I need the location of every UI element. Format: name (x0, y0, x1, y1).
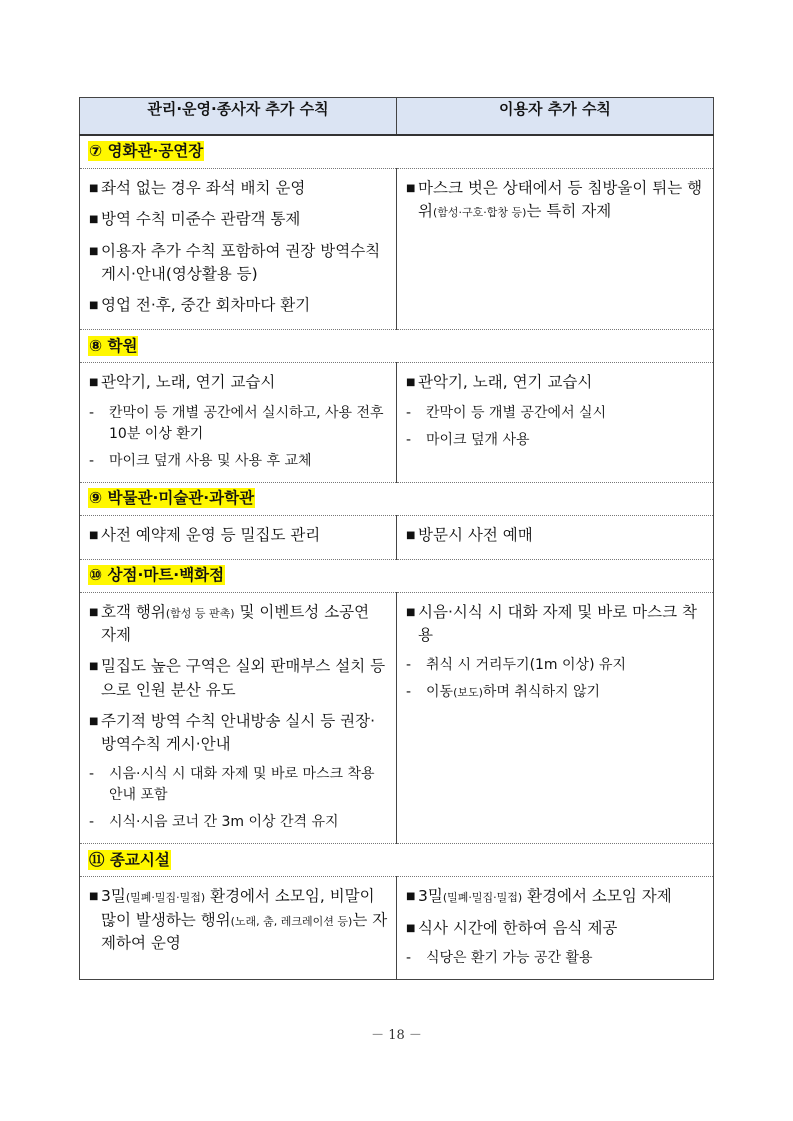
item-text: 관악기, 노래, 연기 교습시 (101, 373, 276, 392)
left-rules-cell (80, 169, 397, 330)
rules-table-body (80, 135, 714, 979)
dash-marker: - (89, 814, 95, 831)
dash-marker: - (406, 949, 412, 966)
square-bullet-icon: ■ (89, 377, 99, 389)
section-header (80, 559, 714, 592)
dash-marker: - (89, 452, 95, 469)
bullet-item (89, 371, 388, 394)
item-text: 식사 시간에 한하여 음식 제공 (418, 918, 618, 937)
page-number: － 18 － (371, 1028, 422, 1043)
right-rules-cell (397, 169, 714, 330)
item-text: 관악기, 노래, 연기 교습시 (418, 373, 593, 392)
dash-item (89, 764, 388, 806)
left-rules-cell (80, 592, 397, 844)
square-bullet-icon: ■ (89, 529, 99, 541)
bullet-item (406, 524, 705, 547)
right-rules-cell (397, 592, 714, 844)
bullet-item (89, 524, 388, 547)
bullet-item (89, 208, 388, 231)
bullet-item (89, 655, 388, 702)
square-bullet-icon: ■ (89, 214, 99, 226)
square-bullet-icon: ■ (406, 922, 416, 934)
bullet-item (406, 601, 705, 648)
item-note: (밀폐·밀집·밀접) (442, 891, 523, 905)
section-title: ⑧ 학원 (89, 336, 138, 355)
bullet-item (89, 601, 388, 648)
square-bullet-icon: ■ (89, 715, 99, 727)
square-bullet-icon: ■ (406, 529, 416, 541)
section-header (80, 844, 714, 877)
item-text: 호객 행위 (101, 602, 166, 621)
item-text: 이동 (426, 684, 454, 701)
item-text: 영업 전·후, 중간 회차마다 환기 (101, 296, 311, 314)
dash-item (406, 403, 705, 424)
square-bullet-icon: ■ (406, 377, 416, 389)
item-text: 하며 취식하지 않기 (482, 684, 600, 701)
section-header (80, 482, 714, 515)
dash-marker: - (406, 404, 412, 421)
section-title: ⑩ 상점·마트·백화점 (89, 566, 225, 585)
header-management-rules: 관리·운영·종사자 추가 수칙 (80, 98, 397, 136)
bullet-item (89, 885, 388, 955)
item-text: 칸막이 등 개별 공간에서 실시하고, 사용 전후 10분 이상 환기 (109, 404, 384, 442)
item-text: 주기적 방역 수칙 안내방송 실시 등 권장·방역수칙 게시·안내 (101, 711, 376, 753)
item-text: 환경에서 소모임, 비말이 많이 발생하는 행위 (101, 887, 375, 929)
dash-marker: - (406, 657, 412, 674)
section-title: ⑦ 영화관·공연장 (89, 142, 204, 161)
bullet-item (406, 917, 705, 940)
square-bullet-icon: ■ (89, 661, 99, 673)
item-text: 칸막이 등 개별 공간에서 실시 (426, 404, 607, 421)
item-note: (보도) (453, 686, 483, 700)
item-text: 시음·시식 시 대화 자제 및 바로 마스크 착용 안내 포함 (109, 766, 375, 804)
dash-item (89, 812, 388, 833)
dash-item (406, 682, 705, 703)
bullet-item (89, 177, 388, 200)
item-note: (함성 등 판촉) (165, 606, 235, 620)
dash-item (406, 655, 705, 676)
item-text: 식당은 환기 가능 공간 활용 (426, 949, 593, 966)
bullet-item (406, 177, 705, 224)
item-text: 취식 시 거리두기(1m 이상) 유지 (426, 657, 627, 674)
bullet-item (89, 294, 388, 317)
square-bullet-icon: ■ (89, 891, 99, 903)
item-text: 이용자 추가 수칙 포함하여 권장 방역수칙 게시·안내(영상활용 등) (101, 241, 381, 283)
square-bullet-icon: ■ (406, 891, 416, 903)
dash-item (89, 451, 388, 472)
right-rules-cell (397, 515, 714, 559)
dash-marker: - (406, 684, 412, 701)
dash-item (89, 403, 388, 445)
header-user-rules: 이용자 추가 수칙 (397, 98, 714, 136)
dash-marker: - (89, 766, 95, 783)
right-rules-cell (397, 877, 714, 980)
square-bullet-icon: ■ (89, 183, 99, 194)
section-header (80, 135, 714, 169)
right-rules-cell (397, 363, 714, 482)
item-text: 환경에서 소모임 자제 (522, 887, 672, 906)
section-title: ⑪ 종교시설 (89, 850, 170, 869)
square-bullet-icon: ■ (406, 183, 416, 194)
square-bullet-icon: ■ (89, 245, 99, 257)
item-note: (함성·구호·합창 등) (432, 206, 527, 220)
item-note: (밀폐·밀집·밀접) (125, 891, 206, 905)
item-text: 방문시 사전 예매 (418, 525, 533, 544)
item-text: 는 자제하여 운영 (101, 910, 388, 952)
item-text: 좌석 없는 경우 좌석 배치 운영 (101, 179, 306, 197)
item-text: 마이크 덮개 사용 (426, 431, 530, 448)
item-text: 마스크 벗은 상태에서 등 침방울이 튀는 행위 (418, 179, 703, 221)
dash-marker: - (89, 404, 95, 421)
dash-marker: - (406, 431, 412, 448)
item-text: 사전 예약제 운영 등 밀집도 관리 (101, 525, 321, 544)
left-rules-cell (80, 363, 397, 482)
left-rules-cell (80, 877, 397, 980)
dash-item (406, 430, 705, 451)
square-bullet-icon: ■ (406, 606, 416, 618)
rules-table (79, 97, 714, 980)
section-title: ⑨ 박물관·미술관·과학관 (89, 488, 255, 507)
dash-item (406, 948, 705, 969)
item-text: 마이크 덮개 사용 및 사용 후 교체 (109, 452, 312, 469)
item-text: 3밀 (418, 887, 443, 906)
left-rules-cell (80, 515, 397, 559)
item-text: 시식·시음 코너 간 3m 이상 간격 유지 (109, 814, 339, 831)
item-text: 는 특히 자제 (526, 202, 612, 221)
item-text: 방역 수칙 미준수 관람객 통제 (101, 210, 301, 229)
item-text: 3밀 (101, 887, 126, 906)
bullet-item (406, 371, 705, 394)
item-text: 시음·시식 시 대화 자제 및 바로 마스크 착용 (418, 602, 697, 644)
bullet-item (406, 885, 705, 908)
item-note: (노래, 춤, 레크레이션 등) (230, 914, 353, 928)
square-bullet-icon: ■ (89, 300, 99, 311)
item-text: 및 이벤트성 소공연 자제 (101, 602, 370, 644)
item-text: 밀집도 높은 구역은 실외 판매부스 설치 등으로 인원 분산 유도 (101, 657, 386, 699)
bullet-item (89, 240, 388, 287)
section-header (80, 330, 714, 363)
square-bullet-icon: ■ (89, 606, 99, 618)
bullet-item (89, 710, 388, 757)
